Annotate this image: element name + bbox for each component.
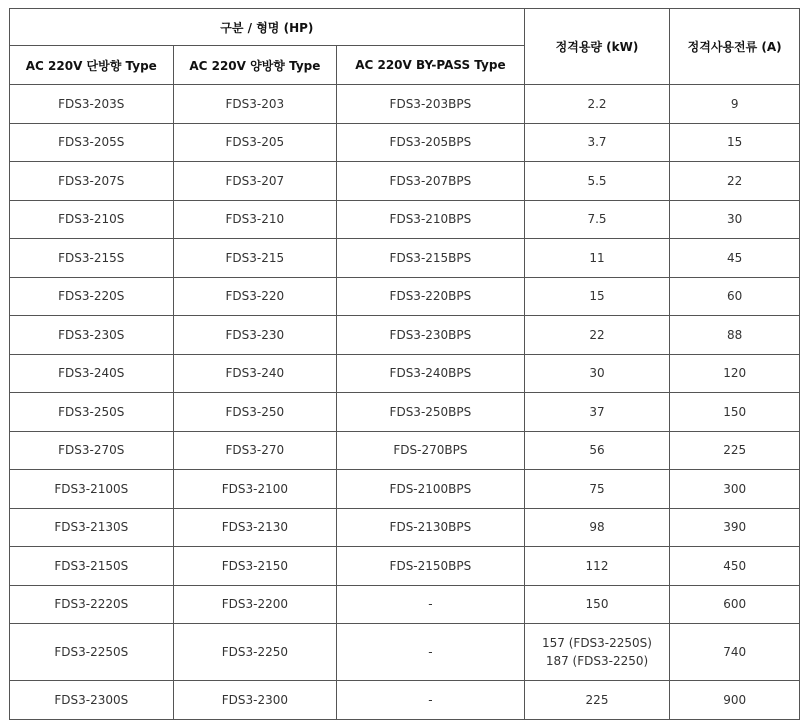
table-row xyxy=(10,393,800,432)
cell-bidirectional: FDS3-207 xyxy=(173,162,337,201)
spec-table xyxy=(9,8,800,720)
cell-unidirectional: FDS3-2150S xyxy=(10,547,174,586)
table-body xyxy=(10,85,800,720)
cell-capacity: 37 xyxy=(524,393,670,432)
cell-bidirectional: FDS3-203 xyxy=(173,85,337,124)
header-unidirectional: AC 220V 단방향 Type xyxy=(10,46,174,85)
cell-current: 600 xyxy=(670,585,800,624)
cell-current: 22 xyxy=(670,162,800,201)
cell-bypass: FDS-2150BPS xyxy=(337,547,525,586)
cell-capacity: 150 xyxy=(524,585,670,624)
capacity-line-2: 187 (FDS3-2250) xyxy=(545,654,649,668)
table-row xyxy=(10,681,800,720)
cell-current: 450 xyxy=(670,547,800,586)
cell-bypass: - xyxy=(337,624,525,681)
cell-current: 740 xyxy=(670,624,800,681)
cell-current: 150 xyxy=(670,393,800,432)
table-row xyxy=(10,162,800,201)
table-row xyxy=(10,508,800,547)
cell-capacity: 2.2 xyxy=(524,85,670,124)
cell-capacity: 3.7 xyxy=(524,123,670,162)
capacity-line-1: 157 (FDS3-2250S) xyxy=(542,636,652,650)
cell-bidirectional: FDS3-240 xyxy=(173,354,337,393)
cell-capacity: 112 xyxy=(524,547,670,586)
cell-bidirectional: FDS3-210 xyxy=(173,200,337,239)
cell-capacity: 56 xyxy=(524,431,670,470)
cell-bidirectional: FDS3-2300 xyxy=(173,681,337,720)
cell-unidirectional: FDS3-220S xyxy=(10,277,174,316)
header-rated-capacity: 정격용량 (kW) xyxy=(524,9,670,85)
cell-capacity: 5.5 xyxy=(524,162,670,201)
cell-bypass: FDS3-207BPS xyxy=(337,162,525,201)
cell-bidirectional: FDS3-230 xyxy=(173,316,337,355)
cell-unidirectional: FDS3-207S xyxy=(10,162,174,201)
cell-unidirectional: FDS3-2100S xyxy=(10,470,174,509)
table-row xyxy=(10,354,800,393)
cell-bidirectional: FDS3-2250 xyxy=(173,624,337,681)
cell-current: 45 xyxy=(670,239,800,278)
cell-capacity: 11 xyxy=(524,239,670,278)
cell-unidirectional: FDS3-2300S xyxy=(10,681,174,720)
cell-capacity: 15 xyxy=(524,277,670,316)
cell-unidirectional: FDS3-2130S xyxy=(10,508,174,547)
cell-bypass: FDS3-203BPS xyxy=(337,85,525,124)
cell-capacity: 30 xyxy=(524,354,670,393)
cell-bypass: FDS3-240BPS xyxy=(337,354,525,393)
cell-bidirectional: FDS3-2150 xyxy=(173,547,337,586)
header-bypass: AC 220V BY-PASS Type xyxy=(337,46,525,85)
cell-capacity: 22 xyxy=(524,316,670,355)
cell-bidirectional: FDS3-2130 xyxy=(173,508,337,547)
cell-unidirectional: FDS3-270S xyxy=(10,431,174,470)
cell-unidirectional: FDS3-203S xyxy=(10,85,174,124)
table-row xyxy=(10,547,800,586)
cell-bidirectional: FDS3-2200 xyxy=(173,585,337,624)
cell-unidirectional: FDS3-2250S xyxy=(10,624,174,681)
table-row xyxy=(10,585,800,624)
cell-capacity: 75 xyxy=(524,470,670,509)
cell-bypass: FDS-270BPS xyxy=(337,431,525,470)
cell-bypass: FDS-2100BPS xyxy=(337,470,525,509)
cell-bypass: FDS3-205BPS xyxy=(337,123,525,162)
cell-unidirectional: FDS3-250S xyxy=(10,393,174,432)
table-row xyxy=(10,123,800,162)
cell-unidirectional: FDS3-230S xyxy=(10,316,174,355)
cell-current: 9 xyxy=(670,85,800,124)
cell-unidirectional: FDS3-215S xyxy=(10,239,174,278)
cell-bypass: FDS3-210BPS xyxy=(337,200,525,239)
cell-bidirectional: FDS3-250 xyxy=(173,393,337,432)
cell-bidirectional: FDS3-270 xyxy=(173,431,337,470)
table-row xyxy=(10,85,800,124)
table-row xyxy=(10,470,800,509)
cell-current: 15 xyxy=(670,123,800,162)
cell-unidirectional: FDS3-240S xyxy=(10,354,174,393)
cell-capacity xyxy=(524,624,670,681)
cell-unidirectional: FDS3-205S xyxy=(10,123,174,162)
cell-unidirectional: FDS3-2220S xyxy=(10,585,174,624)
cell-bidirectional: FDS3-215 xyxy=(173,239,337,278)
cell-unidirectional: FDS3-210S xyxy=(10,200,174,239)
cell-current: 900 xyxy=(670,681,800,720)
cell-bidirectional: FDS3-220 xyxy=(173,277,337,316)
table-header xyxy=(10,9,800,85)
cell-bypass: FDS-2130BPS xyxy=(337,508,525,547)
cell-current: 300 xyxy=(670,470,800,509)
cell-bypass: FDS3-250BPS xyxy=(337,393,525,432)
cell-current: 60 xyxy=(670,277,800,316)
cell-bypass: FDS3-230BPS xyxy=(337,316,525,355)
table-row xyxy=(10,431,800,470)
cell-bidirectional: FDS3-2100 xyxy=(173,470,337,509)
cell-current: 88 xyxy=(670,316,800,355)
spec-table-container xyxy=(9,8,800,720)
cell-capacity: 7.5 xyxy=(524,200,670,239)
cell-current: 225 xyxy=(670,431,800,470)
table-row xyxy=(10,624,800,681)
header-rated-current: 정격사용전류 (A) xyxy=(670,9,800,85)
header-bidirectional: AC 220V 양방향 Type xyxy=(173,46,337,85)
cell-current: 390 xyxy=(670,508,800,547)
cell-capacity: 225 xyxy=(524,681,670,720)
table-row xyxy=(10,239,800,278)
cell-bypass: FDS3-220BPS xyxy=(337,277,525,316)
cell-bypass: FDS3-215BPS xyxy=(337,239,525,278)
cell-current: 30 xyxy=(670,200,800,239)
cell-capacity: 98 xyxy=(524,508,670,547)
cell-bypass: - xyxy=(337,585,525,624)
cell-bidirectional: FDS3-205 xyxy=(173,123,337,162)
cell-current: 120 xyxy=(670,354,800,393)
table-row xyxy=(10,277,800,316)
table-row xyxy=(10,200,800,239)
table-row xyxy=(10,316,800,355)
header-row-1 xyxy=(10,9,800,46)
cell-bypass: - xyxy=(337,681,525,720)
header-group: 구분 / 형명 (HP) xyxy=(10,9,525,46)
